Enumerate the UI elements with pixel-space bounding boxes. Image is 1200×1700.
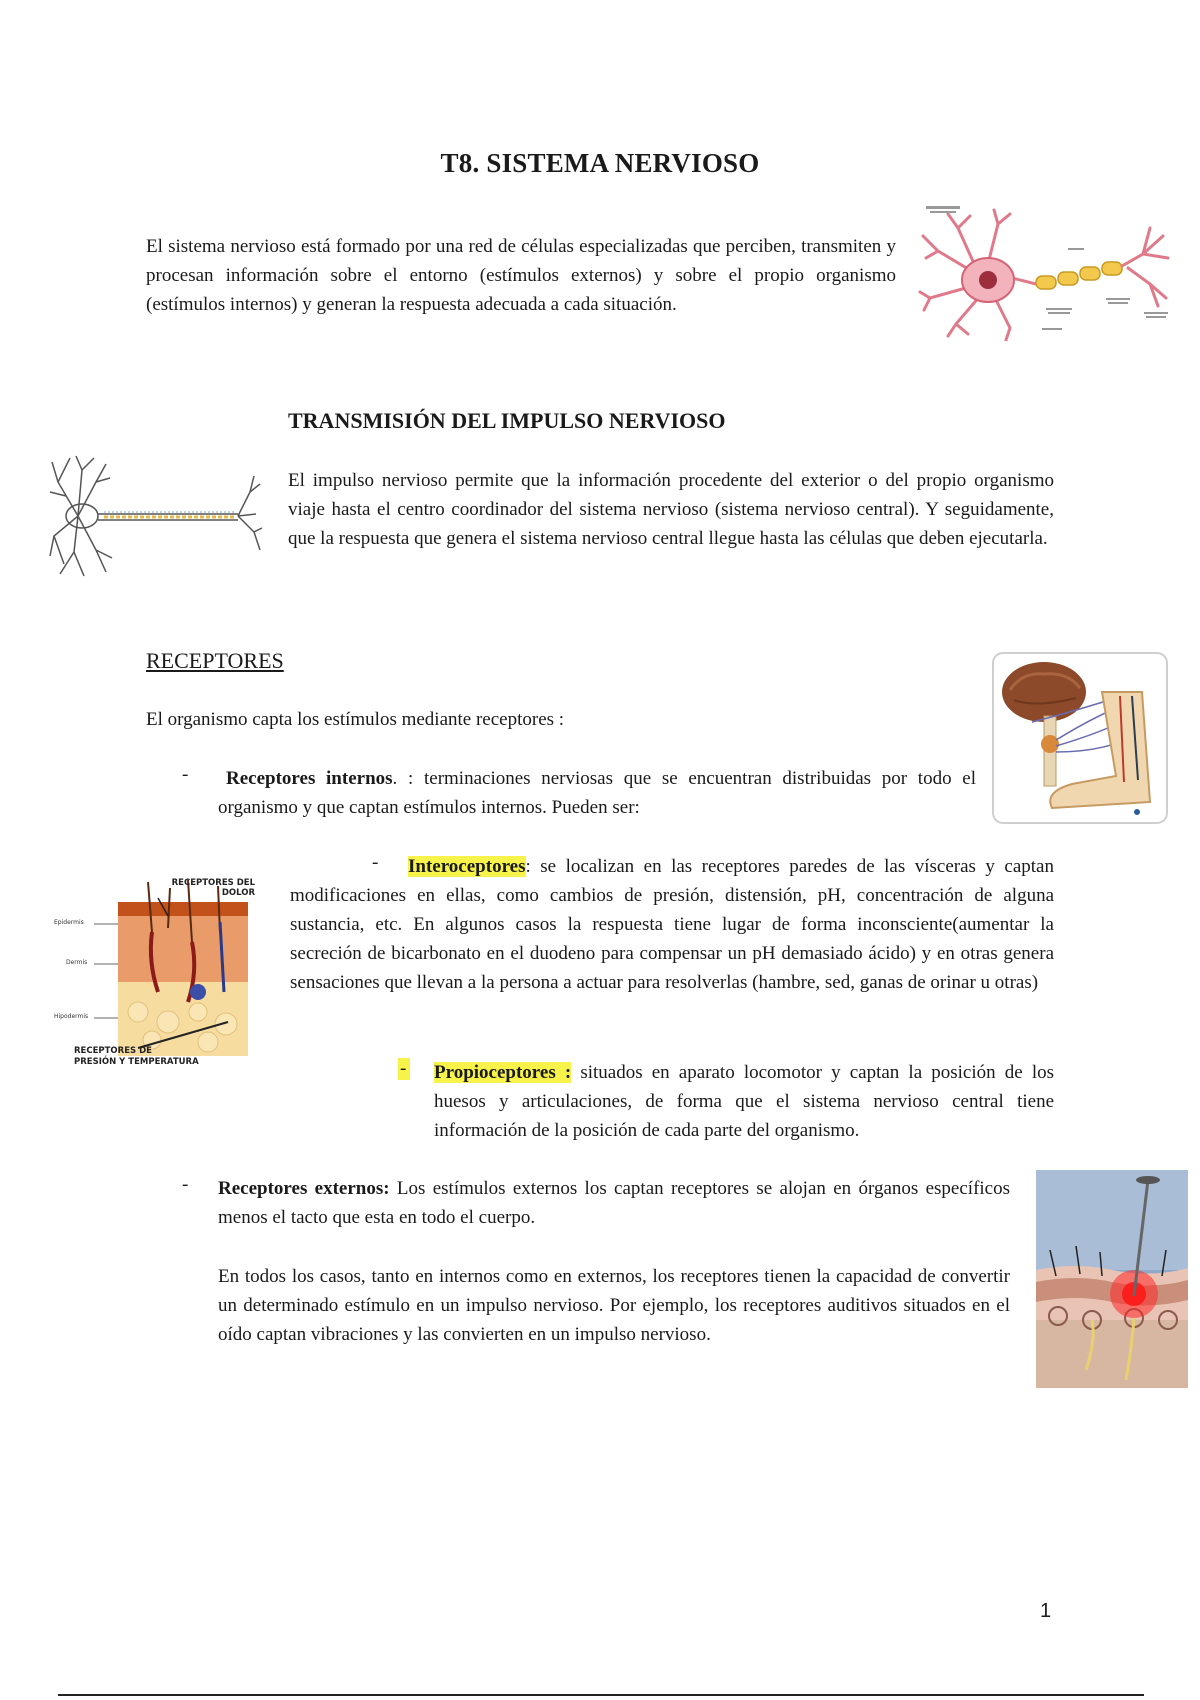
skin-label-presion [74,1046,199,1068]
skin-label-hipodermis: Hipodermis [54,1013,89,1020]
propioceptores-text: situados en aparato locomotor y captan la posición de los huesos y articulaciones, de forma que el sistema nervioso central tiene información de la posición de cada parte del organismo. [434,1062,1055,1141]
neuron-illustration [918,206,1173,341]
externos-text: Los estímulos externos los captan receptores se alojan en órganos específicos menos el tacto que esta en todo el cuerpo. [218,1178,1011,1228]
skin-label-presion-line2: PRESIÓN Y TEMPERATURA [74,1057,199,1067]
interoceptores-term: Interoceptores [408,856,526,877]
internos-text: . : terminaciones nerviosas que se encuentran distribuidas por todo el organismo y que captan estímulos internos. Pueden ser: [218,768,976,818]
internos-term: Receptores internos [226,768,393,789]
reflex-arc-illustration [992,652,1168,824]
axon-sketch [48,452,263,580]
transmision-paragraph: El impulso nervioso permite que la información procedente del exterior o del propio organismo viaje hasta el centro coordinador del sistema nervioso (sistema nervioso central). Y seguidamente, que la respuesta que genera el sistema nervioso central llegue hasta las células que deben ejecutarla. [288,470,1054,549]
page-number: 1 [1040,1600,1052,1622]
touch-receptor-illustration [1036,1170,1188,1388]
interoceptores-text: : se localizan en las receptores paredes de las vísceras y captan modificaciones en ellas, como cambios de presión, distensión, pH, concentración de alguna sustancia, etc. En algunos casos la respuesta tiene lugar de forma inconsciente(aumentar la secreción de bicarbonato en el duodeno para compensar un pH demasiado ácido) y en otras genera sensaciones que llevan a la persona a actuar para resolverlas (hambre, sed, ganas de orinar u otras) [290,856,1054,993]
internos-paragraph [218,764,976,822]
internos-dash: - [182,764,189,785]
propioceptores-paragraph [434,1058,1054,1145]
skin-label-dermis: Dermis [66,959,88,966]
skin-receptors-figure [48,872,258,1072]
intro-paragraph: El sistema nervioso está formado por una red de células especializadas que perciben, transmiten y procesan información sobre el entorno (estímulos externos) y sobre el propio organismo (estímulos internos) y generan la respuesta adecuada a cada situación. [146,236,896,315]
receptores-intro: El organismo capta los estímulos mediante receptores : [146,709,565,730]
skin-label-presion-line1: RECEPTORES DE [74,1046,152,1056]
skin-label-epidermis: Epidermis [54,919,84,926]
skin-cross-section [48,872,258,1072]
page-title: T8. SISTEMA NERVIOSO [440,148,760,178]
propioceptores-dash: - [398,1058,410,1080]
transmision-heading: TRANSMISIÓN DEL IMPULSO NERVIOSO [288,408,726,433]
interoceptores-paragraph [290,852,1054,997]
receptores-heading: RECEPTORES [146,648,284,673]
propioceptores-term: Propioceptores : [434,1062,572,1083]
externos-term: Receptores externos: [218,1178,390,1199]
footer-divider [58,1694,1144,1696]
skin-label-dolor: RECEPTORES DEL DOLOR [171,878,255,898]
externos-paragraph-2: En todos los casos, tanto en internos como en externos, los receptores tienen la capacidad de convertir un determinado estímulo en un impulso nervioso. Por ejemplo, los receptores auditivos situados en el oído captan vibraciones y las convierten en un impulso nervioso. [218,1266,1010,1345]
externos-dash: - [182,1174,189,1195]
interoceptores-dash: - [372,852,379,873]
externos-paragraph [218,1174,1010,1232]
